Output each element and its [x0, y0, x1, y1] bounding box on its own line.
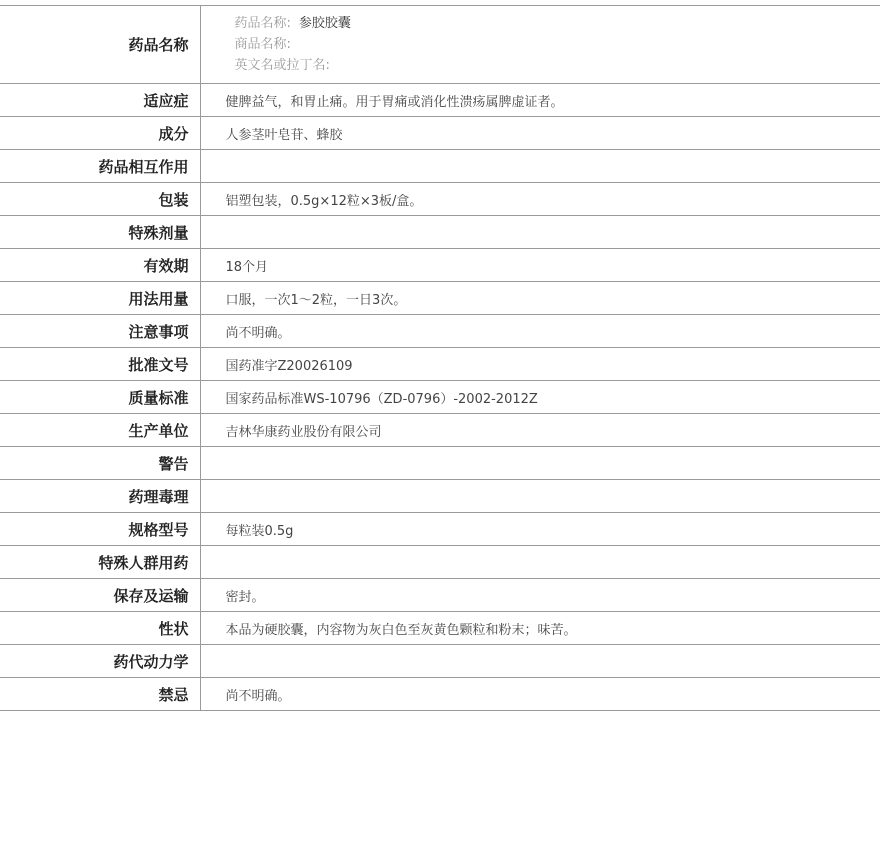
- spec-row-precautions: [0, 315, 880, 348]
- row-label: 生产单位: [0, 414, 200, 447]
- row-value: 健脾益气，和胃止痛。用于胃痛或消化性溃疡属脾虚证者。: [200, 84, 880, 117]
- row-label: 特殊人群用药: [0, 546, 200, 579]
- english-name-key: 英文名或拉丁名:: [234, 58, 330, 73]
- row-value: 口服，一次1～2粒，一日3次。: [200, 282, 880, 315]
- row-value: [200, 546, 880, 579]
- spec-row-special-populations: [0, 546, 880, 579]
- name-lines: [226, 13, 880, 76]
- row-label: 药品相互作用: [0, 150, 200, 183]
- row-value: 尚不明确。: [200, 315, 880, 348]
- row-value: 本品为硬胶囊，内容物为灰白色至灰黄色颗粒和粉末；味苦。: [200, 612, 880, 645]
- row-value: 18个月: [200, 249, 880, 282]
- spec-row-approval-number: [0, 348, 880, 381]
- spec-row-manufacturer: [0, 414, 880, 447]
- row-label: 药代动力学: [0, 645, 200, 678]
- row-label: 注意事项: [0, 315, 200, 348]
- row-label: 保存及运输: [0, 579, 200, 612]
- row-label: 性状: [0, 612, 200, 645]
- row-label: 成分: [0, 117, 200, 150]
- row-label: 药品名称: [0, 6, 200, 84]
- trade-name-line: [235, 34, 880, 55]
- spec-row-warning: [0, 447, 880, 480]
- spec-row-dosage: [0, 282, 880, 315]
- spec-row-special-dosage: [0, 216, 880, 249]
- row-label: 适应症: [0, 84, 200, 117]
- row-label: 药理毒理: [0, 480, 200, 513]
- row-value: 尚不明确。: [200, 678, 880, 711]
- spec-row-quality-standard: [0, 381, 880, 414]
- spec-row-storage: [0, 579, 880, 612]
- row-label: 质量标准: [0, 381, 200, 414]
- spec-row-packaging: [0, 183, 880, 216]
- row-value: 每粒装0.5g: [200, 513, 880, 546]
- drug-name-line: [235, 13, 880, 34]
- spec-row-interactions: [0, 150, 880, 183]
- row-value: 吉林华康药业股份有限公司: [200, 414, 880, 447]
- spec-row-ingredients: [0, 117, 880, 150]
- row-value: [200, 447, 880, 480]
- spec-row-drug-name: [0, 6, 880, 84]
- row-label: 警告: [0, 447, 200, 480]
- row-value: [200, 216, 880, 249]
- row-label: 包装: [0, 183, 200, 216]
- spec-row-appearance: [0, 612, 880, 645]
- row-label: 有效期: [0, 249, 200, 282]
- spec-row-pharmacology: [0, 480, 880, 513]
- spec-row-specification: [0, 513, 880, 546]
- row-value: [200, 480, 880, 513]
- drug-spec-table: [0, 5, 880, 711]
- row-value: [200, 645, 880, 678]
- row-value: 国家药品标准WS-10796（ZD-0796）-2002-2012Z: [200, 381, 880, 414]
- spec-row-pharmacokinetics: [0, 645, 880, 678]
- english-name-line: [235, 55, 880, 76]
- spec-row-shelf-life: [0, 249, 880, 282]
- row-value: 铝塑包装，0.5g×12粒×3板/盒。: [200, 183, 880, 216]
- row-label: 禁忌: [0, 678, 200, 711]
- name-cell: [200, 6, 880, 84]
- drug-name-key: 药品名称:: [234, 16, 291, 31]
- drug-name-value: 参胶胶囊: [298, 16, 351, 31]
- row-value: 国药准字Z20026109: [200, 348, 880, 381]
- row-label: 用法用量: [0, 282, 200, 315]
- spec-row-indications: [0, 84, 880, 117]
- trade-name-key: 商品名称:: [234, 37, 291, 52]
- row-value: 人参茎叶皂苷、蜂胶: [200, 117, 880, 150]
- row-value: 密封。: [200, 579, 880, 612]
- spec-row-contraindications: [0, 678, 880, 711]
- row-label: 批准文号: [0, 348, 200, 381]
- row-label: 规格型号: [0, 513, 200, 546]
- row-value: [200, 150, 880, 183]
- row-label: 特殊剂量: [0, 216, 200, 249]
